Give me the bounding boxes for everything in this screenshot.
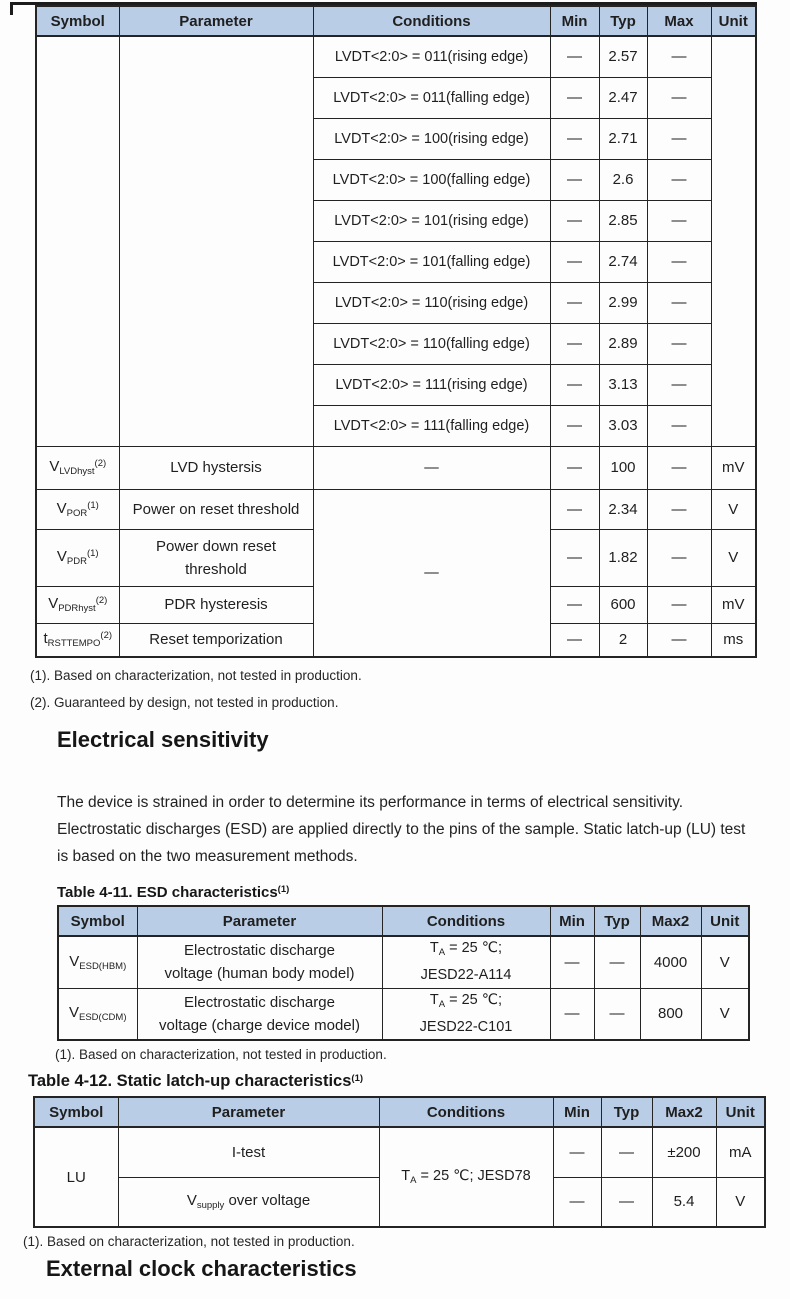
conditions-cell: LVDT<2:0> = 110(falling edge) <box>313 323 550 364</box>
header-symbol: Symbol <box>36 6 119 36</box>
conditions-cell: LVDT<2:0> = 110(rising edge) <box>313 282 550 323</box>
max2-cell: 5.4 <box>652 1177 716 1227</box>
page-top-rule-tick <box>10 2 13 15</box>
conditions-merged-cell: — <box>313 489 550 657</box>
typ-cell: 2.57 <box>599 36 647 77</box>
max-cell: — <box>647 623 711 657</box>
typ-cell: 2 <box>599 623 647 657</box>
section-heading-external-clock: External clock characteristics <box>46 1256 357 1281</box>
header-typ: Typ <box>594 906 640 936</box>
table-row <box>36 446 756 489</box>
header-conditions: Conditions <box>379 1097 553 1127</box>
electrical-characteristics-table <box>35 5 757 658</box>
typ-cell: 2.74 <box>599 241 647 282</box>
header-min: Min <box>550 906 594 936</box>
unit-cell: V <box>711 489 756 529</box>
typ-cell: — <box>594 936 640 988</box>
parameter-cell: Power on reset threshold <box>119 489 313 529</box>
header-parameter: Parameter <box>118 1097 379 1127</box>
table-4-11-title: Table 4-11. ESD characteristics$^{(1)}$ <box>57 884 290 901</box>
min-cell: — <box>550 623 599 657</box>
conditions-cell: LVDT<2:0> = 100(rising edge) <box>313 118 550 159</box>
conditions-merged-cell: $T_A = 25$ ℃; JESD78 <box>379 1127 553 1227</box>
static-latchup-table <box>33 1096 766 1228</box>
header-min: Min <box>550 6 599 36</box>
table-header-row <box>36 6 756 36</box>
table-4-12-footnote: (1). Based on characterization, not tested in production. <box>23 1234 355 1249</box>
min-cell: — <box>550 405 599 446</box>
unit-continued-cell <box>711 36 756 446</box>
unit-cell: V <box>711 529 756 586</box>
symbol-cell: $V_{POR}^{(1)}$ <box>36 489 119 529</box>
max-cell: — <box>647 489 711 529</box>
typ-cell: — <box>601 1177 652 1227</box>
min-cell: — <box>553 1177 601 1227</box>
conditions-cell: LVDT<2:0> = 100(falling edge) <box>313 159 550 200</box>
header-parameter: Parameter <box>119 6 313 36</box>
header-conditions: Conditions <box>313 6 550 36</box>
typ-cell: 1.82 <box>599 529 647 586</box>
max-cell: — <box>647 159 711 200</box>
min-cell: — <box>550 529 599 586</box>
conditions-cell: $T_A = 25$ ℃; JESD22-C101 <box>382 988 550 1040</box>
parameter-cell: Electrostatic discharge voltage (human body model) <box>137 936 382 988</box>
min-cell: — <box>550 282 599 323</box>
header-max2: Max2 <box>652 1097 716 1127</box>
symbol-cell: $V_{PDRhyst}^{(2)}$ <box>36 586 119 623</box>
min-cell: — <box>550 77 599 118</box>
max-cell: — <box>647 586 711 623</box>
min-cell: — <box>550 36 599 77</box>
min-cell: — <box>550 200 599 241</box>
unit-cell: mV <box>711 586 756 623</box>
typ-cell: 2.6 <box>599 159 647 200</box>
min-cell: — <box>550 586 599 623</box>
parameter-continued-cell <box>119 36 313 446</box>
conditions-cell: $T_A = 25$ ℃; JESD22-A114 <box>382 936 550 988</box>
symbol-cell: $V_{ESD(HBM)}$ <box>58 936 137 988</box>
footnote-2: (2). Guaranteed by design, not tested in production. <box>30 695 339 710</box>
max-cell: — <box>647 241 711 282</box>
min-cell: — <box>553 1127 601 1177</box>
symbol-cell: $V_{PDR}^{(1)}$ <box>36 529 119 586</box>
symbol-cell: LU <box>34 1127 118 1227</box>
typ-cell: 3.03 <box>599 405 647 446</box>
header-unit: Unit <box>711 6 756 36</box>
parameter-cell: Reset temporization <box>119 623 313 657</box>
min-cell: — <box>550 323 599 364</box>
unit-cell: V <box>701 988 749 1040</box>
parameter-cell: Electrostatic discharge voltage (charge device model) <box>137 988 382 1040</box>
header-min: Min <box>553 1097 601 1127</box>
min-cell: — <box>550 988 594 1040</box>
parameter-cell: PDR hysteresis <box>119 586 313 623</box>
symbol-cell: $t_{RSTTEMPO}^{(2)}$ <box>36 623 119 657</box>
max-cell: — <box>647 529 711 586</box>
table-row <box>34 1127 765 1177</box>
header-unit: Unit <box>701 906 749 936</box>
max-cell: — <box>647 200 711 241</box>
table-row <box>58 988 749 1040</box>
min-cell: — <box>550 159 599 200</box>
header-typ: Typ <box>599 6 647 36</box>
typ-cell: 2.85 <box>599 200 647 241</box>
parameter-cell: Power down reset threshold <box>119 529 313 586</box>
table-header-row <box>58 906 749 936</box>
symbol-cell: $V_{LVDhyst}^{(2)}$ <box>36 446 119 489</box>
max-cell: — <box>647 323 711 364</box>
typ-cell: 3.13 <box>599 364 647 405</box>
body-paragraph: The device is strained in order to determine its performance in terms of electrical sensitivity. Electrostatic discharges (ESD) are applied directly to the pins of the sample. Static latch-up (LU) test is based on the two measurement methods. <box>57 794 746 865</box>
esd-characteristics-table <box>57 905 750 1041</box>
table-header-row <box>34 1097 765 1127</box>
max2-cell: ±200 <box>652 1127 716 1177</box>
max-cell: — <box>647 77 711 118</box>
unit-cell: V <box>716 1177 765 1227</box>
max-cell: — <box>647 282 711 323</box>
symbol-cell: $V_{ESD(CDM)}$ <box>58 988 137 1040</box>
max-cell: — <box>647 405 711 446</box>
parameter-cell: I-test <box>118 1127 379 1177</box>
conditions-cell: LVDT<2:0> = 011(rising edge) <box>313 36 550 77</box>
max-cell: — <box>647 118 711 159</box>
max-cell: — <box>647 36 711 77</box>
typ-cell: 2.34 <box>599 489 647 529</box>
min-cell: — <box>550 364 599 405</box>
typ-cell: 2.71 <box>599 118 647 159</box>
typ-cell: 2.47 <box>599 77 647 118</box>
typ-cell: 600 <box>599 586 647 623</box>
conditions-cell: — <box>313 446 550 489</box>
typ-cell: 100 <box>599 446 647 489</box>
section-heading-electrical-sensitivity: Electrical sensitivity <box>57 727 269 752</box>
min-cell: — <box>550 118 599 159</box>
footnote-1: (1). Based on characterization, not tested in production. <box>30 668 362 683</box>
max-cell: — <box>647 446 711 489</box>
conditions-cell: LVDT<2:0> = 101(rising edge) <box>313 200 550 241</box>
typ-cell: 2.99 <box>599 282 647 323</box>
max-cell: — <box>647 364 711 405</box>
header-typ: Typ <box>601 1097 652 1127</box>
table-row <box>36 36 756 77</box>
table-row <box>58 936 749 988</box>
min-cell: — <box>550 936 594 988</box>
max2-cell: 800 <box>640 988 701 1040</box>
max2-cell: 4000 <box>640 936 701 988</box>
header-parameter: Parameter <box>137 906 382 936</box>
typ-cell: 2.89 <box>599 323 647 364</box>
parameter-cell: $V_{supply}$ over voltage <box>118 1177 379 1227</box>
table-row <box>36 489 756 529</box>
typ-cell: — <box>594 988 640 1040</box>
unit-cell: mA <box>716 1127 765 1177</box>
unit-cell: ms <box>711 623 756 657</box>
conditions-cell: LVDT<2:0> = 111(falling edge) <box>313 405 550 446</box>
header-symbol: Symbol <box>58 906 137 936</box>
header-max: Max <box>647 6 711 36</box>
symbol-continued-cell <box>36 36 119 446</box>
min-cell: — <box>550 489 599 529</box>
header-conditions: Conditions <box>382 906 550 936</box>
conditions-cell: LVDT<2:0> = 101(falling edge) <box>313 241 550 282</box>
parameter-cell: LVD hystersis <box>119 446 313 489</box>
header-unit: Unit <box>716 1097 765 1127</box>
conditions-cell: LVDT<2:0> = 011(falling edge) <box>313 77 550 118</box>
conditions-cell: LVDT<2:0> = 111(rising edge) <box>313 364 550 405</box>
unit-cell: V <box>701 936 749 988</box>
header-max2: Max2 <box>640 906 701 936</box>
table-4-11-footnote: (1). Based on characterization, not tested in production. <box>55 1047 387 1062</box>
unit-cell: mV <box>711 446 756 489</box>
table-4-12-title: Table 4-12. Static latch-up characteristics$^{(1)}$ <box>28 1072 364 1090</box>
header-symbol: Symbol <box>34 1097 118 1127</box>
min-cell: — <box>550 446 599 489</box>
typ-cell: — <box>601 1127 652 1177</box>
min-cell: — <box>550 241 599 282</box>
